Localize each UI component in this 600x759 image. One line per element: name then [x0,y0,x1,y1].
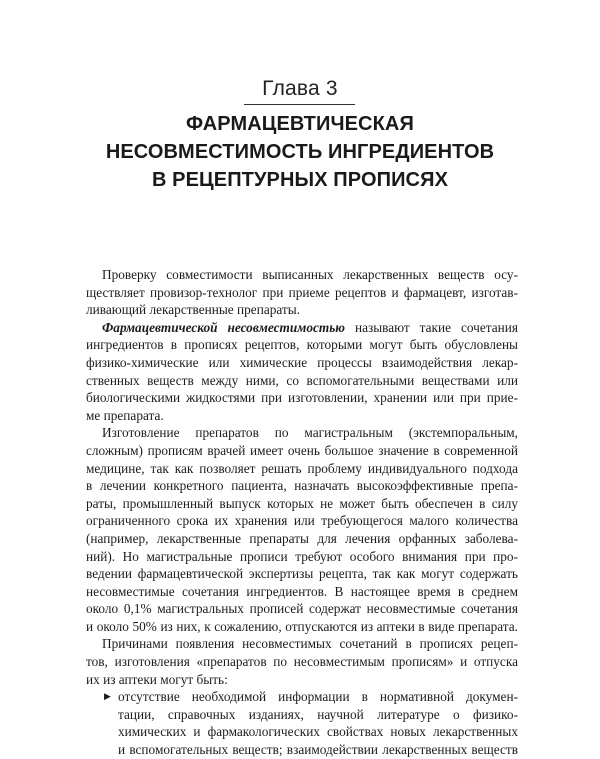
text-line: Причинами появления несовместимых сочетаний в прописях рецеп- [102,636,518,652]
chapter-label: Глава 3 [262,77,338,100]
text-line: тации, справочных изданиях, научной литературе о физико- [118,706,518,722]
text-line: отсутствие необходимой информации в нормативной докумен- [118,689,518,705]
chapter-title-line: ФАРМАЦЕВТИЧЕСКАЯ [186,113,414,135]
text-line: (например, лекарственные препараты для лечения орфанных заболева- [86,530,518,546]
text-line: их из аптеки могут быть: [86,671,228,687]
paragraph-reasons [86,635,518,688]
text-line: несовместимые сочетания ингредиентов. В настоящее время в среднем [86,583,518,599]
text-line: химических и фармакологических свойствах новых лекарственных [118,724,518,740]
text-line: ведении фармацевтической экспертизы рецепта, так как могут содержать [86,566,518,582]
paragraph-definition [86,319,518,425]
defined-term: Фармацевтической несовместимостью [102,319,346,335]
text-line: в лечении конкретного пациента, назначать высокоэффективные препа- [86,478,518,494]
chapter-underline [244,104,355,105]
text-line: и вспомогательных веществ; взаимодействии лекарственных веществ [118,742,518,758]
text-line: ограниченного срока их хранения или требующегося малого количества [86,513,518,529]
text-line: ингредиентов в прописях рецептов, которыми могут быть обусловлены [86,337,518,353]
chapter-title-line: В РЕЦЕПТУРНЫХ ПРОПИСЯХ [151,169,449,191]
paragraph-magistral [86,424,518,635]
chapter-title-line: НЕСОВМЕСТИМОСТЬ ИНГРЕДИЕНТОВ [105,141,495,163]
text-line: ственных веществ между ними, со вспомогательными веществами или [86,372,518,388]
text-line: ществляет провизор-технолог при приеме рецептов и фармацевт, изготав- [86,284,518,300]
text-line: ний). Но магистральные прописи требуют особого внимания при про- [86,548,518,564]
text-line: Проверку совместимости выписанных лекарственных веществ осу- [102,267,518,282]
paragraph-intro [86,266,518,319]
text-line: биологическими жидкостями при изготовлении, хранении или при прие- [86,390,518,406]
text-line [86,319,518,337]
text-line: сложным) прописям врачей имеет очень большое значение в современной [86,442,518,458]
text-line: и около 50% из них, к сожалению, отпускаются из аптеки в виде препарата. [86,618,518,634]
chapter-title [80,110,520,194]
text-fragment: называют такие сочетания [354,319,518,335]
text-line: тов, изготовления «препаратов по несовместимым прописям» и отпуска [86,654,518,670]
text-line: около 0,1% магистральных прописей содержат несовместимые сочетания [86,601,518,617]
text-line: Изготовление препаратов по магистральным (экстемпоральным, [102,425,518,441]
text-line: физико-химические или химические процессы взаимодействия лекар- [86,354,518,370]
text-line: медицине, так как позволяет решать проблему индивидуального подхода [86,460,518,476]
text-line: ливающий лекарственные препараты. [86,302,300,318]
text-line: раты, промышленный выпуск которых не может быть обеспечен в силу [86,495,518,511]
text-line: ме препарата. [86,407,164,423]
body-text [86,266,518,759]
bullet-list-item [86,688,518,758]
bullet-triangle-icon: ▶ [104,691,111,702]
